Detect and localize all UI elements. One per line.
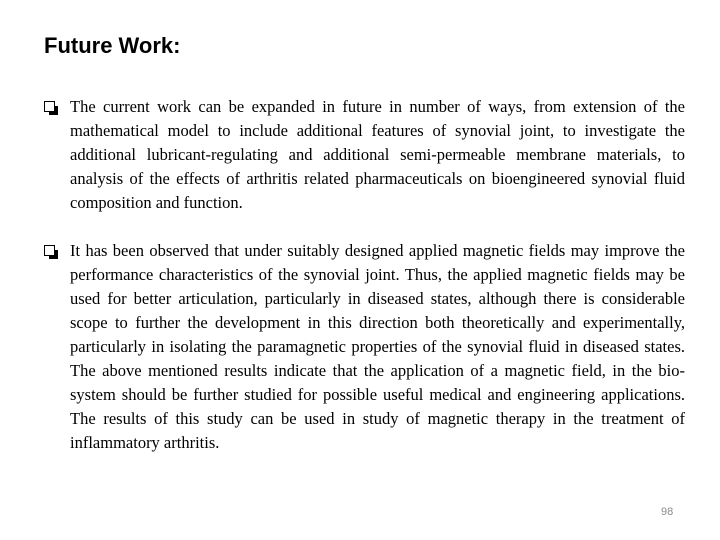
bullet-item: [44, 95, 685, 215]
bullet-list: [44, 95, 685, 455]
bullet-item: [44, 239, 685, 455]
hollow-square-bullet-icon: [44, 245, 55, 256]
bullet-text: It has been observed that under suitably designed applied magnetic fields may improve the performance characteristics of the synovial joint. Thus, the applied magnetic fields may be used for better articulation, particularly in diseased states, although there is considerable scope to further the development in this direction both theoretically and experimentally, particularly in isolating the paramagnetic properties of the synovial fluid in diseased states. The above mentioned results indicate that the application of a magnetic field, in the bio-system should be further studied for possible useful medical and engineering applications. The results of this study can be used in study of magnetic therapy in the treatment of inflammatory arthritis.: [70, 241, 685, 452]
hollow-square-bullet-icon: [44, 101, 55, 112]
page-number: 98: [661, 506, 674, 518]
bullet-text: The current work can be expanded in future in number of ways, from extension of the mathematical model to include additional features of synovial joint, to investigate the additional lubricant-regulating and additional semi-permeable membrane materials, to analysis of the effects of arthritis related pharmaceuticals on bioengineered synovial fluid composition and function.: [70, 97, 685, 212]
slide-title: Future Work:: [44, 33, 181, 58]
